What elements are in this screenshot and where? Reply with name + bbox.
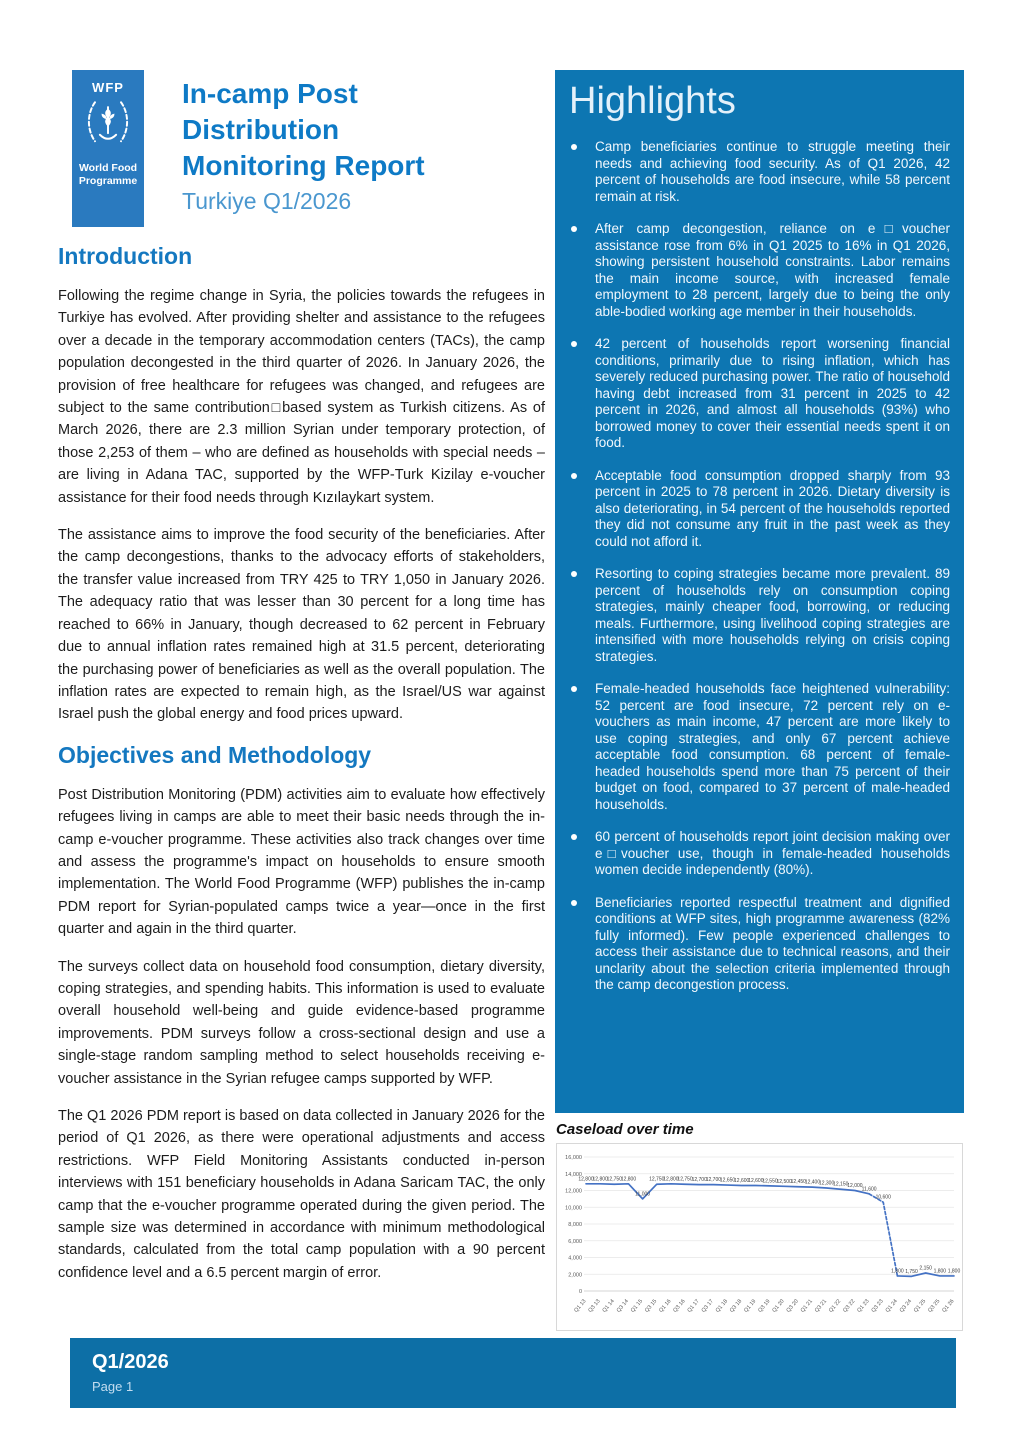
svg-text:Q1 14: Q1 14 [601, 1298, 616, 1314]
svg-text:Q3 25: Q3 25 [927, 1298, 942, 1314]
svg-text:6,000: 6,000 [568, 1238, 582, 1245]
caseload-line-chart [558, 1145, 963, 1329]
svg-text:12,000: 12,000 [847, 1183, 863, 1189]
highlight-bullet-4: Acceptable food consumption dropped sharply from 93 percent in 2025 to 78 percent in 2026. Dietary diversity is also deteriorating, in 54 percent of the households reported they did not consume any fruit in the past week as they could not afford it. [567, 468, 950, 551]
footer-bar [70, 1338, 956, 1408]
svg-text:12,550: 12,550 [762, 1178, 778, 1185]
svg-text:2,000: 2,000 [568, 1272, 582, 1279]
svg-text:Q3 19: Q3 19 [757, 1298, 772, 1314]
svg-text:1,750: 1,750 [905, 1268, 918, 1275]
highlight-bullet-2: After camp decongestion, reliance on e□voucher assistance rose from 6% in Q1 2025 to 16% in Q1 2026, showing persistent household constraints. Labor remains the main income source, with increased female employment to 28 percent, largely due to being the only able-bodied working age member in their households. [567, 221, 950, 320]
svg-text:12,500: 12,500 [776, 1178, 792, 1185]
highlight-bullet-1: Camp beneficiaries continue to struggle meeting their needs and achieving food security. As of Q1 2026, 42 percent of households are food insecure, while 58 percent remain at risk. [567, 139, 950, 205]
svg-text:8,000: 8,000 [568, 1222, 582, 1228]
svg-text:12,600: 12,600 [734, 1177, 750, 1184]
wfp-logo-acronym: WFP [92, 80, 124, 95]
svg-text:12,800: 12,800 [663, 1176, 679, 1183]
footer-quarter-label: Q1/2026 [92, 1351, 169, 1373]
wfp-logo [72, 70, 144, 227]
svg-text:11,000: 11,000 [635, 1191, 651, 1198]
svg-text:Q3 16: Q3 16 [672, 1298, 687, 1314]
objectives-paragraph-1: Post Distribution Monitoring (PDM) activities aim to evaluate how effectively refugees living in camps are able to meet their basic needs through the in-camp e-voucher programme. These activities also track changes over time and assess the programme's impact on households to ensure smooth implementation. The World Food Programme (WFP) publishes the in-camp PDM report for Syrian-populated camps twice a year—once in the first quarter and again in the third quarter. [58, 786, 545, 938]
svg-text:Q1 25: Q1 25 [912, 1298, 928, 1314]
svg-text:Q3 15: Q3 15 [644, 1298, 659, 1314]
svg-text:11,600: 11,600 [861, 1186, 877, 1193]
svg-text:10,600: 10,600 [875, 1194, 891, 1201]
svg-text:Q3 21: Q3 21 [813, 1298, 829, 1314]
svg-text:Q3 20: Q3 20 [785, 1298, 800, 1314]
highlight-bullet-3: 42 percent of households report worsening financial conditions, primarily due to rising inflation, which has severely reduced purchasing power. The ratio of household having debt increased from 31 percent in 2025 to 42 percent in 2026, and almost all households (93%) who borrowed money to cover their essential needs spent it on food. [567, 336, 950, 452]
svg-text:12,000: 12,000 [565, 1188, 582, 1195]
svg-text:16,000: 16,000 [565, 1155, 582, 1161]
svg-text:12,800: 12,800 [578, 1176, 594, 1183]
svg-text:Q1 17: Q1 17 [686, 1298, 701, 1314]
caseload-chart [556, 1143, 963, 1331]
svg-text:Q1 21: Q1 21 [799, 1298, 814, 1314]
highlights-list [567, 139, 950, 994]
svg-text:12,650: 12,650 [719, 1177, 736, 1184]
svg-text:Q1 19: Q1 19 [743, 1298, 758, 1314]
objectives-heading: Objectives and Methodology [58, 741, 372, 768]
highlight-bullet-6: Female-headed households face heightened vulnerability: 52 percent are food insecure, 72 percent rely on e-vouchers as main income, 47 percent are more likely to use coping strategies, and only 67 percent achieve acceptable food consumption. 68 percent of female-headed households spend more than 75 percent of their budget on food, compared to 37 percent of male-headed households. [567, 681, 950, 813]
svg-text:12,750: 12,750 [677, 1176, 693, 1183]
svg-text:12,800: 12,800 [592, 1176, 608, 1183]
introduction-paragraph-2: The assistance aims to improve the food security of the beneficiaries. After the camp decongestions, thanks to the advocacy efforts of stakeholders, the transfer value increased from TRY 425 to TRY 1,050 in January 2026. The adequacy ratio that was lesser than 30 percent for a long time has reached to 66% in January, though decreased to 62 percent in February due to annual inflation rates remained high at 31.5 percent, deteriorating the purchasing power of beneficiaries as well as the overall population. The inflation rates are expected to remain high, as the Israel/US war against Israel push the global energy and food prices upward. [58, 527, 545, 723]
report-subtitle: Turkiye Q1/2026 [182, 188, 352, 214]
svg-text:Q3 18: Q3 18 [728, 1298, 744, 1314]
svg-text:12,700: 12,700 [691, 1177, 707, 1184]
svg-text:Q3 22: Q3 22 [842, 1298, 857, 1314]
svg-text:1,800: 1,800 [933, 1268, 947, 1275]
introduction-heading: Introduction [58, 243, 193, 269]
wfp-emblem-icon [82, 97, 134, 158]
svg-text:Q1 15: Q1 15 [629, 1298, 645, 1314]
objectives-paragraph-3: The Q1 2026 PDM report is based on data collected in January 2026 for the period of Q1 2026, as there were operational adjustments and access restrictions. WFP Field Monitoring Assistants conducted in-person interviews with 151 beneficiary households in Adana Saricam TAC, the only camp that the e-voucher programme operated during the given period. The sample size was determined in accordance with minimum methodological standards, calculated from the total camp population with a 90 percent confidence level and a 6.5 percent margin of error. [58, 1108, 545, 1281]
svg-text:1,800: 1,800 [891, 1268, 904, 1275]
svg-text:1,800: 1,800 [947, 1268, 961, 1275]
svg-text:Q3 17: Q3 17 [700, 1298, 715, 1314]
report-title-line-3: Monitoring Report [182, 150, 425, 181]
report-title-line-1: In-camp Post [182, 78, 358, 109]
introduction-paragraph-1: Following the regime change in Syria, the policies towards the refugees in Turkiye has evolved. After providing shelter and assistance to the refugees over a decade in the temporary accommodation centers (TACs), the camp population decongested in the third quarter of 2026. In January 2026, the provision of free healthcare for refugees was changed, and refugees are subject to the same contribution□based system as Turkish citizens. As of March 2026, there are 2.3 million Syrian under temporary protection, of those 2,253 of them – who are defined as households with special needs – are living in Adana TAC, supported by the WFP-Turk Kizilay e-voucher assistance for their food needs through Kızılaykart system. [58, 288, 545, 506]
svg-text:12,600: 12,600 [748, 1177, 764, 1184]
svg-text:Q1 23: Q1 23 [856, 1298, 871, 1314]
caseload-chart-section [556, 1121, 964, 1331]
title-block [182, 70, 425, 215]
objectives-paragraph-2: The surveys collect data on household food consumption, dietary diversity, coping strategies, and spending habits. This information is used to evaluate overall household well-being and guide evidence-based programme improvements. PDM surveys follow a cross-sectional design and use a single-stage random sampling method to select households receiving e-voucher assistance in the Syrian refugee camps supported by WFP. [58, 958, 545, 1087]
highlights-panel [555, 70, 964, 1113]
highlights-heading: Highlights [569, 80, 736, 122]
svg-text:12,800: 12,800 [620, 1176, 637, 1183]
svg-text:Q1 16: Q1 16 [658, 1298, 673, 1314]
report-header [72, 70, 545, 227]
svg-text:Q3 24: Q3 24 [898, 1298, 914, 1314]
svg-text:12,750: 12,750 [649, 1176, 665, 1183]
svg-text:Q1 22: Q1 22 [828, 1298, 843, 1314]
footer-page-number: Page 1 [92, 1379, 134, 1394]
highlight-bullet-7: 60 percent of households report joint decision making over e□voucher use, though in female-headed households women decide independently (80%). [567, 829, 950, 879]
svg-text:12,400: 12,400 [804, 1179, 821, 1186]
svg-text:2,150: 2,150 [919, 1265, 932, 1272]
left-column [58, 70, 545, 1284]
svg-text:14,000: 14,000 [565, 1171, 582, 1178]
svg-text:Q1 26: Q1 26 [941, 1298, 956, 1314]
svg-text:4,000: 4,000 [568, 1255, 582, 1262]
svg-text:12,450: 12,450 [790, 1179, 806, 1186]
svg-text:12,750: 12,750 [606, 1176, 622, 1183]
svg-text:Q1 20: Q1 20 [771, 1298, 786, 1314]
svg-text:12,150: 12,150 [833, 1181, 849, 1188]
report-title-line-2: Distribution [182, 114, 340, 145]
wfp-logo-orgname: World Food Programme [78, 162, 138, 187]
svg-text:Q1 13: Q1 13 [573, 1298, 588, 1314]
svg-text:10,000: 10,000 [565, 1205, 582, 1212]
svg-text:12,300: 12,300 [818, 1180, 835, 1187]
svg-text:Q3 13: Q3 13 [587, 1298, 602, 1314]
highlight-bullet-5: Resorting to coping strategies became more prevalent. 89 percent of households rely on consumption coping strategies, mainly cheaper food, borrowing, or reducing meals. Furthermore, using livelihood coping strategies are intensified with more households relying on crisis coping strategies. [567, 566, 950, 665]
svg-text:Q3 14: Q3 14 [615, 1298, 630, 1314]
highlight-bullet-8: Beneficiaries reported respectful treatment and dignified conditions at WFP sites, high programme awareness (82% fully informed). Few people experienced challenges to access their assistance due to technical reasons, and their unclarity about the selection criteria implemented through the camp decongestion process. [567, 895, 950, 994]
svg-text:Q1 18: Q1 18 [714, 1298, 730, 1314]
svg-text:12,700: 12,700 [705, 1177, 722, 1184]
caseload-chart-title: Caseload over time [556, 1121, 694, 1138]
svg-text:Q1 24: Q1 24 [884, 1298, 899, 1314]
svg-text:0: 0 [578, 1289, 582, 1295]
report-title [182, 76, 425, 184]
svg-text:Q3 23: Q3 23 [870, 1298, 885, 1314]
